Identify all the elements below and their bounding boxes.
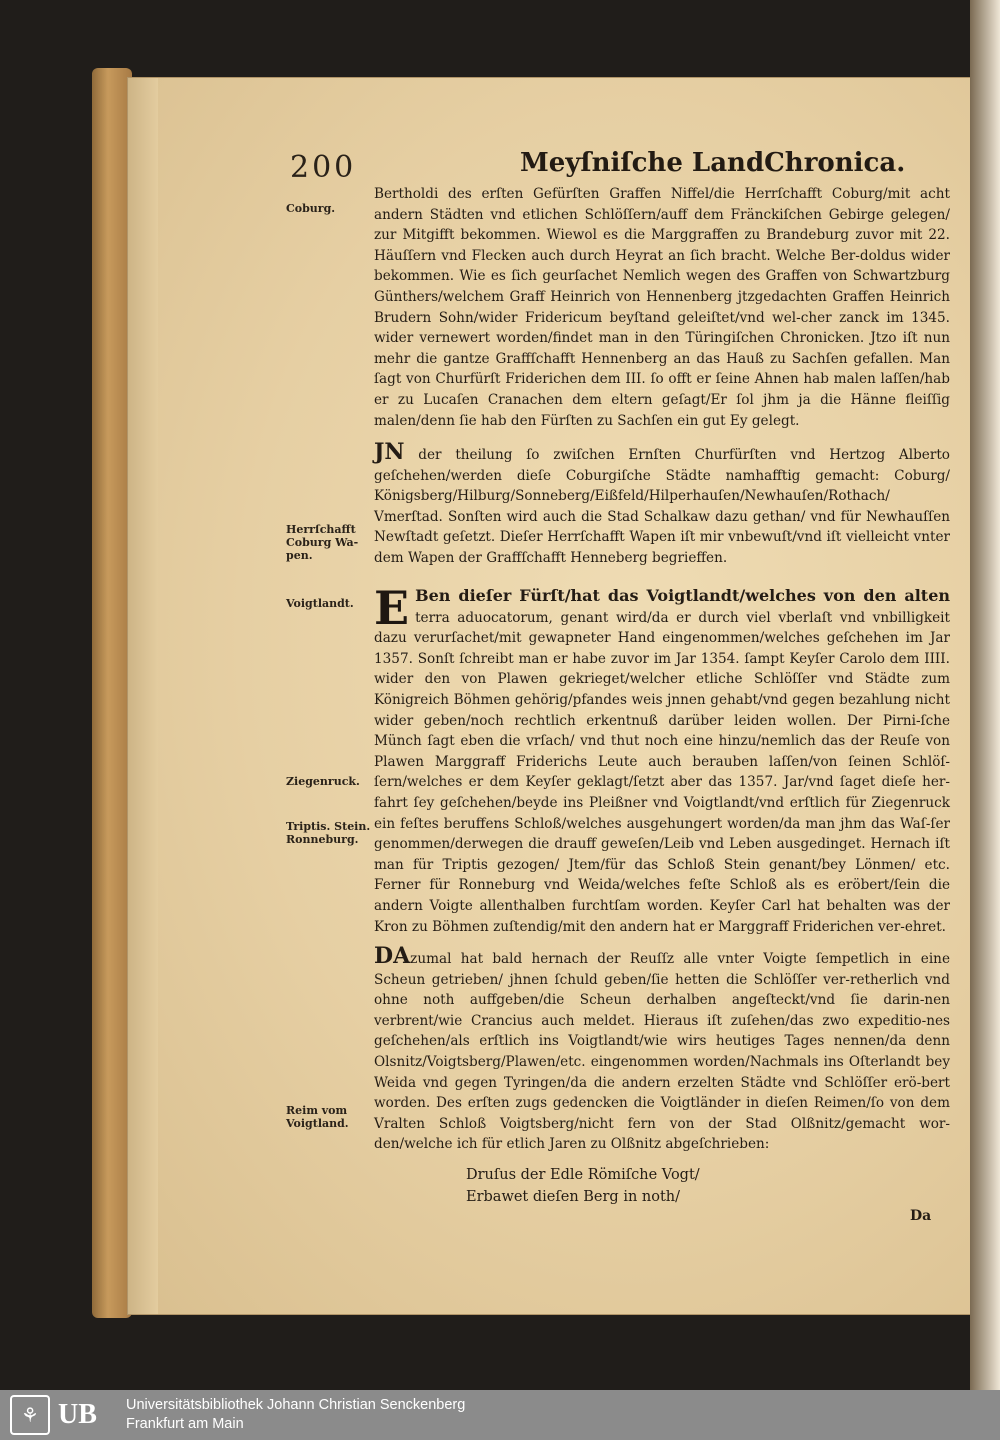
catchword: Da — [910, 1208, 932, 1224]
library-name — [126, 1396, 465, 1434]
paragraph-1 — [374, 184, 950, 431]
verse-line-1: Druſus der Edle Römiſche Vogt/ — [466, 1167, 700, 1183]
paragraph-3-text: terra aduocatorum, genant wird/da er durch viel vberlaſt vnd vnbilligkeit dazu verurſachet/mit gewapneter Hand eingenommen/welches geſchehen im Jar 1357. Sonſt ſchreibt man er habe zuvor im Jar 1354. ſampt Keyſer Carolo dem IIII. wider den von Plawen gekrieget/welcher etliche Schlöſſer vnd Städte zum Königreich Böhmen gehörig/pfandes weis jnnen gehabt/vnd gegen bezahlung nicht wider geben/noch rechtlich erkentnuß darüber leiden wollen. Der Pirni-ſche Münch ſagt eben die vrſach/ vnd thut noch eine hinzu/nemlich das der Reuſe von Plawen Marggraff Friderichs Leute auch berauben laſſen/von ſeinen Schlöſ-ſern/welches er dem Keyſer geklagt/ſetzt aber das 1357. Jar/vnd ſaget dieſe her-fahrt ſey geſchehen/beyde ins Pleißner vnd Voigtlandt/vnd erſtlich für Ziegenruck ein feſtes beruffens Schloß/welches ausgehungert worden/da man jhm das Waſ-ſer genommen/derwegen die drauff geweſen/Leib vnd Leben ausgedinget. Hernach iſt man für Triptis gezogen/ Jtem/für das Schloß Stein genant/bey Lönmen/ etc. Ferner für Ronneburg vnd Weida/welches feſte Schloß als es eröbert/ſein die andern Voigte allenthalben furchtſam worden. Keyſer Carl hat behalten was der Kron zu Böhmen zuſtendig/mit den andern hat er Marggraff Friderichen ver-ehret. — [374, 609, 950, 935]
paragraph-4-text: zumal hat bald hernach der Reuſſz alle vnter Voigte ſempetlich in eine Scheun getrieben/ jhnen ſchuld geben/ſie hetten die Schlöſſer ver-retherlich vnd ohne noth auffgeben/die Scheun derhalben angeſteckt/vnd ſie darin-nen verbrent/wie Crancius auch meldet. Hieraus iſt zuſehen/das zwo expeditio-nes geſchehen/als erſtlich ins Voigtlandt/wie wirs heutiges Tages nennen/da denn Olsnitz/Voigtsberg/Plawen/etc. eingenommen worden/Nachmals ins Oſterlandt bey Weida vnd gegen Tyringen/da die andern erzelten Städte vnd Schlöſſer erö-bert worden. Des erſten zugs gedencken die Voigtländer in dieſen Reimen/ſo von dem Vralten Schloß Voigtsberg/nicht fern von der Stad Olßnitz/gemacht wor-den/welche ich für etlich Jaren zu Olßnitz abgeſchrieben: — [374, 951, 950, 1153]
facing-page-edge — [970, 0, 1000, 1390]
page-number: 200 — [290, 150, 357, 185]
margin-note-herrschafft: Herrſchafft Coburg Wa-pen. — [286, 523, 359, 562]
margin-note-triptis: Triptis. Stein. Ronneburg. — [286, 820, 371, 846]
paragraph-3-initial: E — [374, 581, 410, 635]
paragraph-4 — [374, 943, 950, 1155]
paragraph-4-initial: DA — [374, 943, 411, 969]
verse-line-2: Erbawet dieſen Berg in noth/ — [466, 1189, 681, 1205]
seal-icon: ⚘ — [10, 1395, 50, 1435]
margin-note-reim: Reim vom Voigtland. — [286, 1104, 349, 1130]
footer-bar — [0, 1390, 1000, 1440]
paragraph-2-initial: JN — [374, 439, 405, 465]
paragraph-2 — [374, 439, 950, 569]
library-name-line-1: Universitätsbibliothek Johann Christian Senckenberg — [126, 1397, 466, 1413]
running-title: Meyſniſche LandChronica. — [520, 148, 906, 178]
paragraph-3-lead: Ben dieſer Fürſt/hat das Voigtlandt/welches von den alten — [415, 586, 950, 605]
book-cover-edge — [92, 68, 132, 1318]
margin-note-ziegenruck: Ziegenruck. — [286, 775, 360, 788]
logo-text: UB — [58, 1399, 97, 1430]
margin-note-voigtlandt: Voigtlandt. — [286, 597, 354, 610]
library-logo[interactable] — [10, 1396, 120, 1434]
paragraph-2-text: der theilung ſo zwiſchen Ernſten Churfürſten vnd Hertzog Alberto geſchehen/werden dieſe Coburgiſche Städte namhafftig gemacht: Coburg/ Königsberg/Hilburg/Sonneberg/Eißfeld/Hilperhauſen/Newhauſen/Rothach/ Vmerſtad. Sonſten wird auch die Stad Schalkaw dazu gethan/ vnd für Newhauſſen Newſtadt geſetzt. Dieſer Herrſchafft Wapen iſt mir vnbewuſt/vnd iſt vielleicht vnter dem Wapen der Graffſchafft Henneberg begrieffen. — [374, 447, 950, 566]
paragraph-3 — [374, 581, 950, 937]
library-name-line-2: Frankfurt am Main — [126, 1416, 244, 1432]
paragraph-1-text: Bertholdi des erſten Gefürſten Graffen Niffel/die Herrſchafft Coburg/mit acht andern Städten vnd etlichen Schlöſſern/auff dem Fränckiſchen Gebirge gelegen/ zur Mitgifft bekommen. Wiewol es die Marggraffen zu Brandeburg zuvor mit 22. Häuſſern vnd Flecken auch durch Heyrat an ſich bracht. Welche Ber-doldus wider bekommen. Wie es ſich geurſachet Nemlich wegen des Graffen von Schwartzburg Günthers/welchem Graff Heinrich von Hennenberg jtzgedachten Graffen Heinrich Brudern Sohn/wider Fridericum beyſtand geleiſtet/vnd wel-cher zanck im 1345. wider vernewert worden/findet man in den Türingiſchen Chronicken. Jtzo iſt nun mehr die gantze Graffſchafft Hennenberg an das Hauß zu Sachſen gefallen. Man ſagt von Churfürſt Friderichen dem III. ſo offt er ſeine Ahnen hab malen laſſen/hab er zu Lucaſen Cranachen dem eltern geſagt/Er ſol jhm ja die Hänne fleiſſig malen/denn ſie hab den Fürſten zu Sachſen ein gut Ey gelegt. — [374, 186, 950, 429]
margin-note-coburg: Coburg. — [286, 202, 336, 215]
page-stack-edge — [128, 78, 158, 1314]
